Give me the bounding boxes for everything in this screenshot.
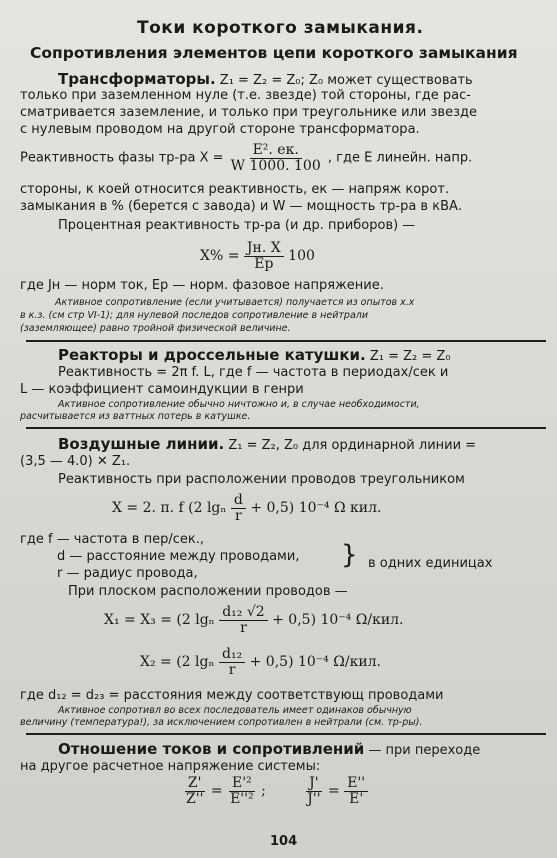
fraction-numerator: J' (306, 776, 321, 792)
formula-fraction (244, 241, 284, 271)
fraction-numerator: Z' (185, 776, 205, 792)
fraction-numerator: d₁₂ √2 (219, 605, 267, 621)
fraction-denominator: E' (349, 790, 364, 807)
reactors-heading: Реакторы и дроссельные катушки. (58, 346, 366, 364)
units-note: в одних единицах (368, 556, 493, 571)
fraction-denominator: E''² (230, 790, 254, 807)
fraction-denominator: Z'' (186, 790, 204, 807)
formula-fraction (231, 493, 246, 523)
section-divider (26, 733, 546, 735)
fraction-denominator: W 1000. 100 (230, 157, 321, 174)
note-line: Активное сопротивл во всех последователь имеет одинаков обычную (58, 705, 412, 716)
note-line: Активное сопротивление обычно ничтожно и, в случае необходимости, (58, 399, 420, 410)
formula-tail: + 0,5) 10⁻⁴ Ω кил. (250, 500, 382, 517)
page-title: Токи короткого замыкания. (137, 18, 424, 38)
reactance-formula (20, 143, 472, 173)
text-line: где Jн — норм ток, Eр — норм. фазовое напряжение. (20, 278, 384, 293)
reactors-heading-formula: Z₁ = Z₂ = Z₀ (369, 349, 451, 364)
separator: ; (261, 783, 266, 800)
flat-reactance-formula-middle (140, 647, 381, 677)
note-line: расчитывается из ваттных потерь в катушке. (20, 411, 251, 422)
text-line: L — коэффициент самоиндукции в генри (20, 382, 304, 397)
percent-reactance-formula (200, 241, 315, 271)
text-line: Реактивность при расположении проводов треугольником (58, 472, 465, 487)
formula-label: Реактивность фазы тр-ра X = (20, 150, 224, 166)
note-line: Активное сопротивление (если учитывается) получается из опытов х.х (55, 297, 415, 308)
text-line: замыкания в % (берется с завода) и W — мощность тр-ра в кВА. (20, 199, 463, 214)
text-line: на другое расчетное напряжение системы: (20, 759, 321, 774)
section-divider (26, 340, 546, 342)
formula-tail: 100 (288, 248, 315, 265)
flat-reactance-formula-outer (104, 605, 404, 635)
text-line: r — радиус провода, (57, 566, 198, 581)
fraction-denominator: r (240, 619, 247, 636)
equals-sign: = (210, 783, 223, 800)
text-line: стороны, к коей относится реактивность, eк — напряж корот. (20, 182, 450, 197)
lines-heading-line (58, 435, 476, 453)
formula-fraction (344, 776, 368, 806)
text-line: При плоском расположении проводов — (68, 584, 348, 599)
formula-lhs: X₂ = (2 lgₙ (140, 654, 215, 671)
formula-tail: , где E линейн. напр. (327, 150, 473, 166)
text-line: d — расстояние между проводами, (57, 549, 300, 564)
section-subtitle: Сопротивления элементов цепи короткого замыкания (30, 44, 518, 62)
formula-fraction (183, 776, 206, 806)
formula-tail: + 0,5) 10⁻⁴ Ω/кил. (272, 612, 404, 629)
formula-fraction (228, 143, 324, 173)
fraction-denominator: Eр (254, 255, 274, 272)
note-line: (заземляющее) равно тройной физической величине. (20, 323, 291, 334)
transformers-heading-line (58, 70, 473, 88)
ratio-heading-line (58, 740, 480, 758)
equals-sign: = (328, 783, 340, 800)
text-line: (3,5 — 4.0) ✕ Z₁. (20, 454, 131, 469)
fraction-numerator: d₁₂ (219, 647, 245, 663)
formula-fraction (227, 776, 257, 806)
brace-symbol: } (341, 540, 358, 570)
formula-lhs: X% = (200, 248, 240, 265)
reactors-heading-line (58, 346, 451, 364)
transformers-heading: Трансформаторы. (58, 70, 216, 88)
text-line: Реактивность = 2π f. L, где f — частота в периодах/сек и (58, 365, 449, 380)
formula-lhs: X₁ = X₃ = (2 lgₙ (104, 612, 215, 629)
triangle-reactance-formula (112, 493, 381, 523)
note-line: в к.з. (см стр VI-1); для нулевой последов сопротивление в нейтрали (20, 310, 369, 321)
formula-tail: + 0,5) 10⁻⁴ Ω/кил. (249, 654, 381, 671)
text-line: где d₁₂ = d₂₃ = расстояния между соответствующ проводами (20, 688, 444, 703)
ratio-heading-tail: — при переходе (368, 743, 481, 758)
text-line: где f — частота в пер/сек., (20, 532, 204, 547)
text-line: Процентная реактивность тр-ра (и др. приборов) — (58, 218, 416, 233)
ratio-heading: Отношение токов и сопротивлений (58, 740, 365, 758)
formula-fraction (304, 776, 323, 806)
transformers-heading-formula: Z₁ = Z₂ = Z₀; Z₀ может существовать (219, 73, 473, 88)
formula-lhs: X = 2. π. f (2 lgₙ (112, 500, 227, 517)
fraction-numerator: E'' (344, 776, 368, 792)
lines-heading-formula: Z₁ = Z₂, Z₀ для ординарной линии = (228, 438, 477, 453)
formula-fraction (219, 605, 267, 635)
lines-heading: Воздушные линии. (58, 435, 225, 453)
ratio-formula (183, 776, 368, 806)
fraction-numerator: E'² (229, 776, 255, 792)
text-line: сматривается заземление, и только при треугольнике или звезде (20, 105, 477, 120)
fraction-denominator: r (235, 507, 242, 524)
note-line: величину (температура!), за исключением сопротивлен в нейтрали (см. тр-ры). (20, 717, 423, 728)
fraction-denominator: r (228, 661, 236, 678)
formula-fraction (219, 647, 245, 677)
section-divider (26, 427, 546, 429)
text-line: только при заземленном нуле (т.е. звезде) той стороны, где рас- (20, 88, 471, 103)
fraction-numerator: E². eк. (250, 143, 302, 159)
fraction-denominator: J'' (307, 790, 321, 807)
fraction-numerator: d (231, 493, 246, 509)
page-number: 104 (270, 834, 298, 849)
text-line: с нулевым проводом на другой стороне трансформатора. (20, 122, 420, 137)
fraction-numerator: Jн. X (244, 241, 284, 257)
